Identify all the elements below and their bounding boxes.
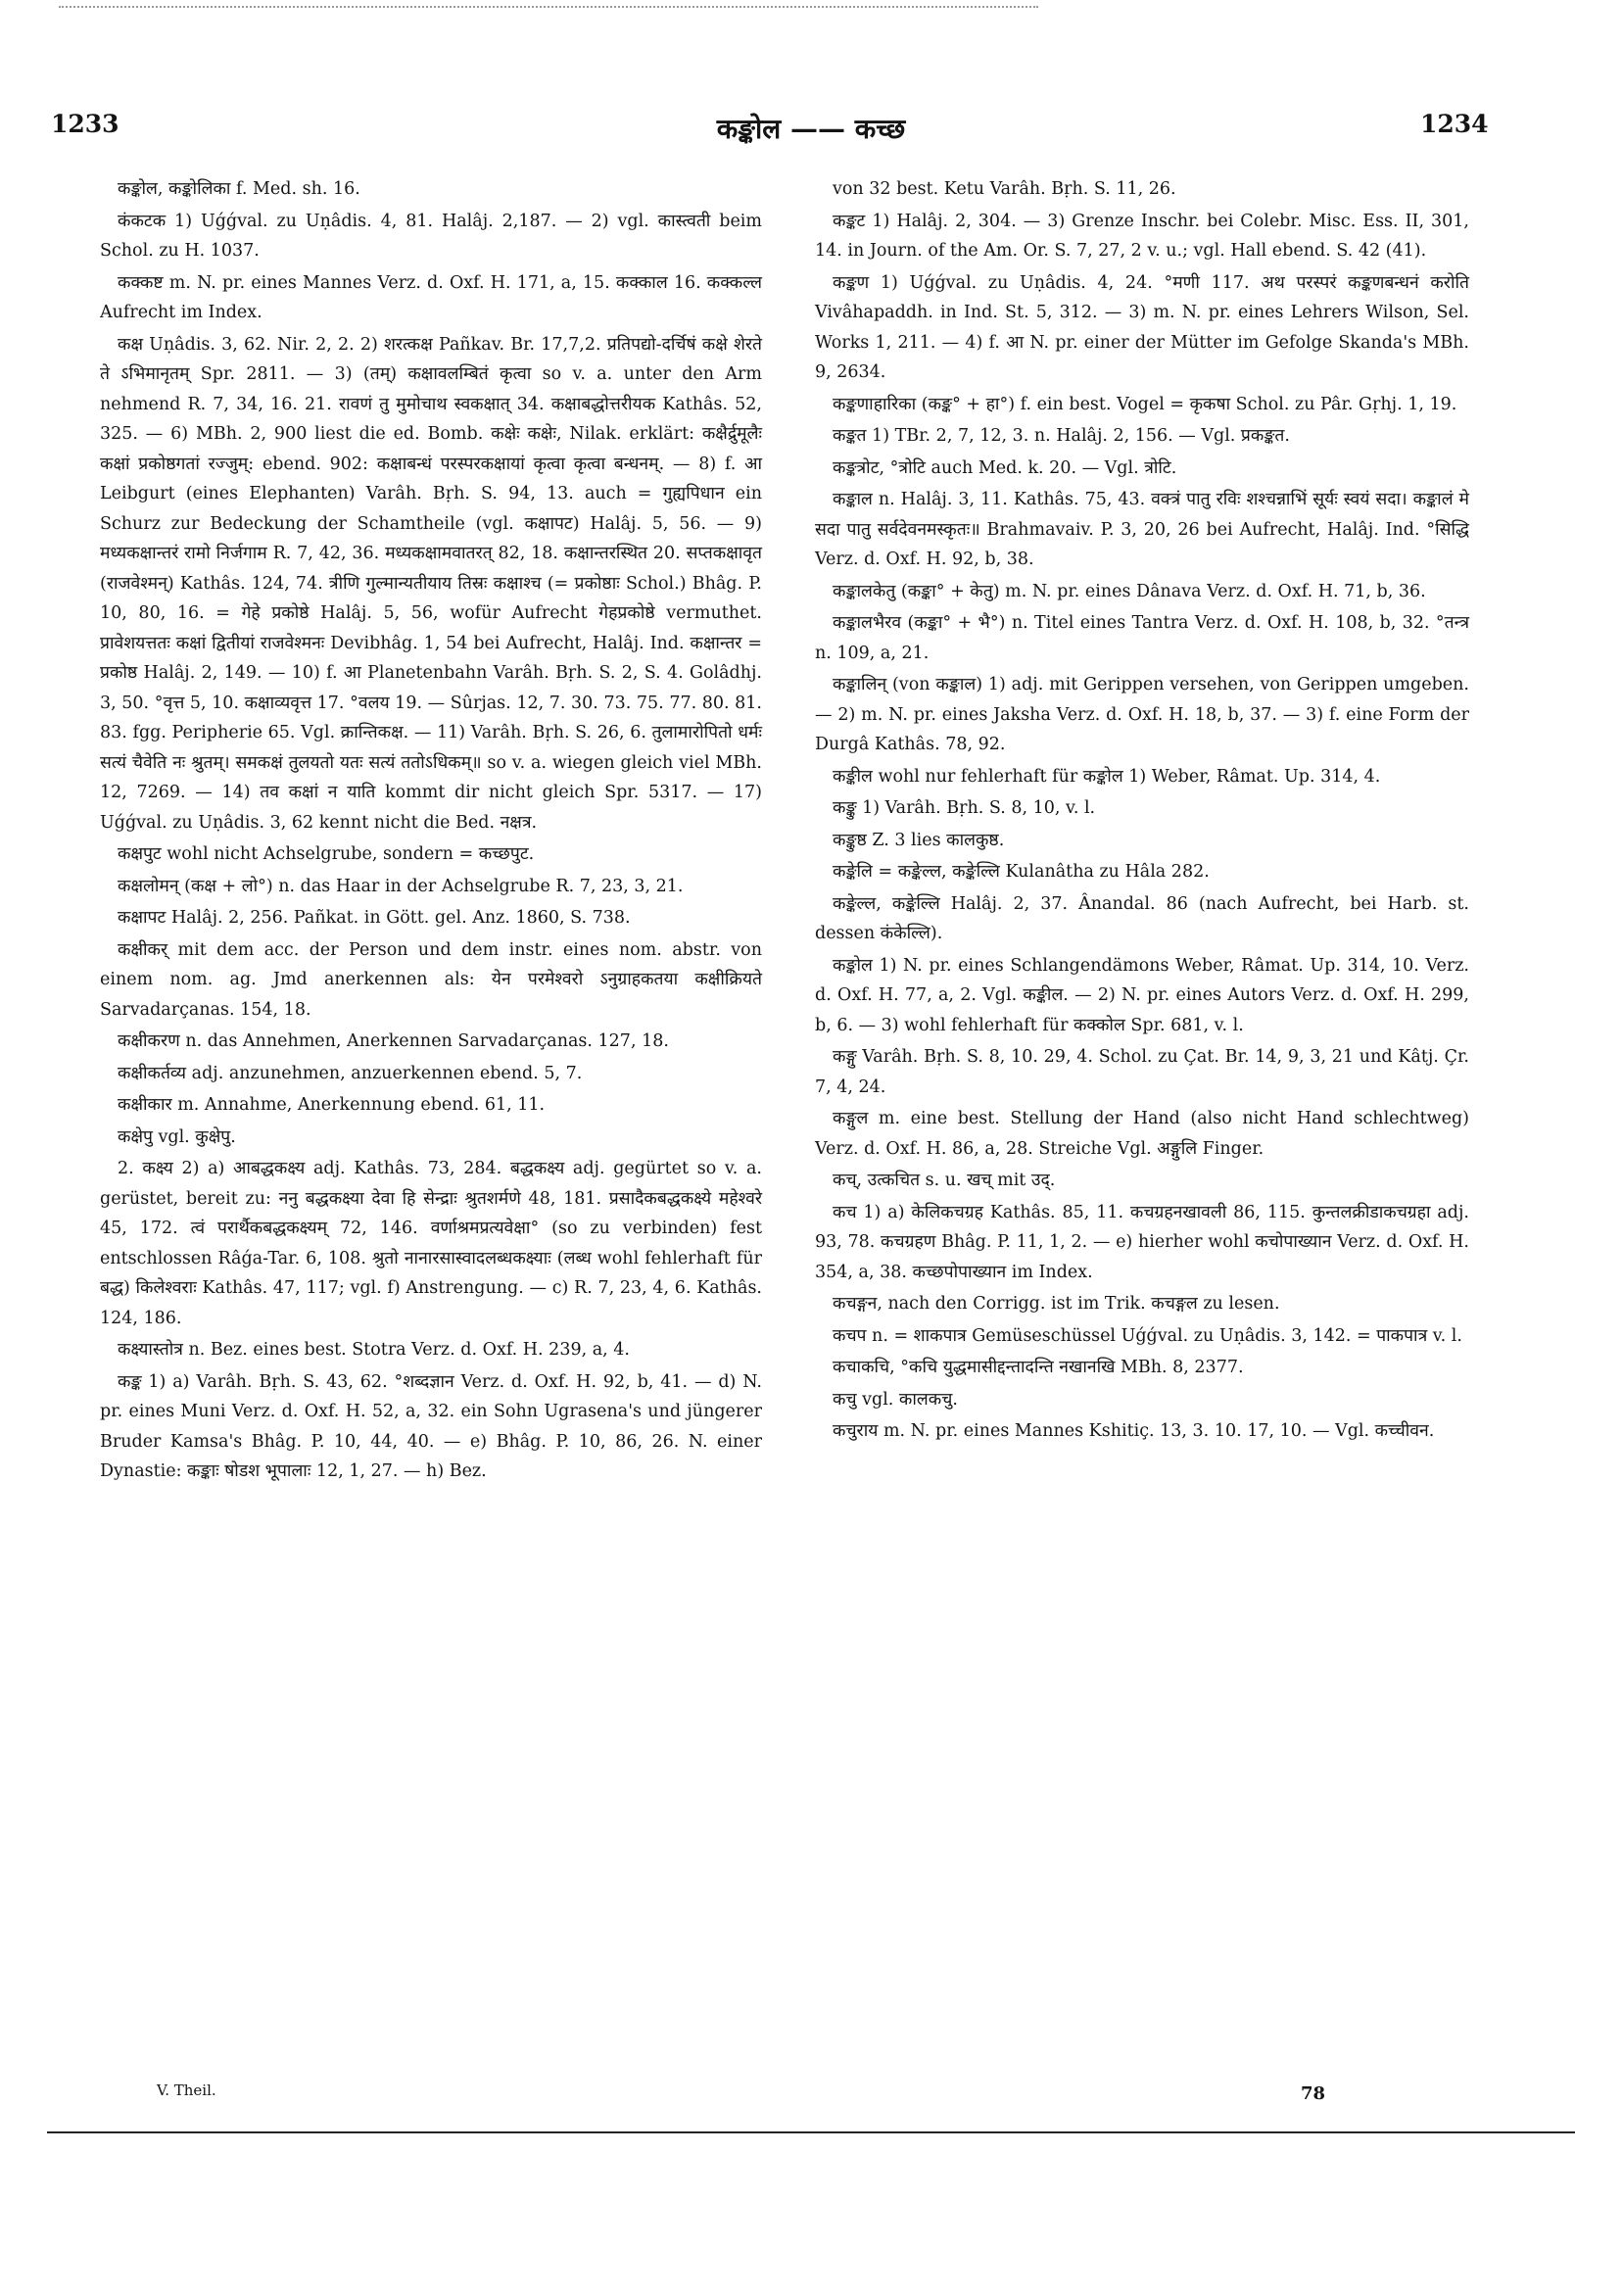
volume-signature: V. Theil.: [157, 2081, 216, 2099]
dictionary-entry: कङ्कट 1) Halâj. 2, 304. — 3) Grenze Inschr. bei Colebr. Misc. Ess. II, 301, 14. in Journ. of the Am. Or. S. 7, 27, 2 v. u.; vgl. Hall ebend. S. 42 (41).: [815, 211, 1469, 261]
dictionary-entry: कक्षापट Halâj. 2, 256. Pañkat. in Gött. gel. Anz. 1860, S. 738.: [118, 908, 631, 928]
dictionary-entry: कच 1) a) केलिकचग्रह Kathâs. 85, 11. कचग्रहनखावली 86, 115. कुन्तलक्रीडाकचग्रहा adj. 93, 78. कचग्रहण Bhâg. P. 11, 1, 2. — e) hierher wohl कचोपाख्यान Verz. d. Oxf. H. 354, a, 38. कच्छपोपाख्यान im Index.: [815, 1202, 1469, 1282]
running-title: कङ्कोल —— कच्छ: [716, 113, 906, 145]
page-number-left: 1233: [51, 110, 119, 138]
dictionary-entry: कच्, उत्कचित s. u. खच् mit उद्.: [833, 1171, 1056, 1190]
bottom-rule: [47, 2131, 1575, 2133]
dictionary-entry: कङ्कोल 1) N. pr. eines Schlangendämons Weber, Râmat. Up. 314, 10. Verz. d. Oxf. H. 77, a, 2. Vgl. कङ्कील. — 2) N. pr. eines Autors Verz. d. Oxf. H. 299, b, 6. — 3) wohl fehlerhaft für कक्कोल Spr. 681, v. l.: [815, 955, 1469, 1035]
dictionary-entry: von 32 best. Ketu Varâh. Bṛh. S. 11, 26.: [833, 179, 1176, 199]
scan-edge-artifact: [59, 6, 1038, 10]
dictionary-entry: कङ्कालकेतु (कङ्का° + केतु) m. N. pr. eines Dânava Verz. d. Oxf. H. 71, b, 36.: [833, 581, 1426, 601]
dictionary-entry: कङ्कत्रोट, °त्रोटि auch Med. k. 20. — Vgl. त्रोटि.: [833, 457, 1177, 478]
dictionary-entry: कङ्कोल, कङ्कोलिका f. Med. sh. 16.: [118, 179, 360, 199]
dictionary-entry: कंकटक 1) Uǵǵval. zu Uṇâdis. 4, 81. Halâj. 2,187. — 2) vgl. कास्त्वती beim Schol. zu H. 1037.: [100, 211, 762, 261]
dictionary-entry: कक्षपुट wohl nicht Achselgrube, sondern = कच्छपुट.: [118, 844, 535, 864]
dictionary-entry: कङ्काल n. Halâj. 3, 11. Kathâs. 75, 43. वक्त्रं पातु रविः शश्चन्नाभिं सूर्यः स्वयं सदा। कङ्कालं मे सदा पातु सर्वदेवनमस्कृतः॥ Brahmavaiv. P. 3, 20, 26 bei Aufrecht, Halâj. Ind. °सिद्धि Verz. d. Oxf. H. 92, b, 38.: [815, 490, 1469, 569]
dictionary-entry: कचु vgl. कालकचु.: [833, 1389, 958, 1410]
dictionary-entry: कङ्गु Varâh. Bṛh. S. 8, 10. 29, 4. Schol. zu Çat. Br. 14, 9, 3, 21 und Kâtj. Çr. 7, 4, 24.: [815, 1047, 1469, 1097]
dictionary-entry: कङ्कालिन् (von कङ्काल) 1) adj. mit Gerippen versehen, von Gerippen umgeben. — 2) m. N. pr. eines Jaksha Verz. d. Oxf. H. 18, b, 37. — 3) f. eine Form der Durgâ Kathâs. 78, 92.: [815, 675, 1469, 754]
page-number-right: 1234: [1420, 110, 1489, 138]
dictionary-entry: कक्ष्यास्तोत्र n. Bez. eines best. Stotra Verz. d. Oxf. H. 239, a, 4.: [118, 1340, 630, 1360]
dictionary-entry: कक्षीकरण n. das Annehmen, Anerkennen Sarvadarçanas. 127, 18.: [118, 1031, 669, 1051]
dictionary-entry: कक्षीकर् mit dem acc. der Person und dem instr. eines nom. abstr. von einem nom. ag. Jmd anerkennen als: येन परमेश्वरो ऽनुग्राहकतया कक्षीक्रियते Sarvadarçanas. 154, 18.: [100, 939, 762, 1020]
dictionary-entry: कक्षीकर्तव्य adj. anzunehmen, anzuerkennen ebend. 5, 7.: [118, 1063, 583, 1083]
dictionary-entry: कचाकचि, °कचि युद्धमासीद्दन्तादन्ति नखानखि MBh. 8, 2377.: [833, 1358, 1244, 1377]
dictionary-entry: कङ्केल्ल, कङ्केल्लि Halâj. 2, 37. Ânandal. 86 (nach Aufrecht, bei Harb. st. dessen कंकेल्लि).: [815, 893, 1469, 943]
dictionary-entry: कङ्कणाहारिका (कङ्क° + हा°) f. ein best. Vogel = कृकषा Schol. zu Pâr. Gṛhj. 1, 19.: [833, 394, 1457, 414]
dictionary-entry: 2. कक्ष्य 2) a) आबद्धकक्ष्य adj. Kathâs. 73, 284. बद्धकक्ष्य adj. gegürtet so v. a. gerüstet, bereit zu: ननु बद्धकक्ष्या देवा हि सेन्द्राः श्रुतशर्मणे 48, 181. प्रसादैकबद्धकक्ष्ये महेश्वरे 45, 172. त्वं परार्थैकबद्धकक्ष्यम् 72, 146. वर्णाश्रमप्रत्यवेक्षा° (so zu verbinden) fest entschlossen Râǵa-Tar. 6, 108. श्रुतो नानारसास्वादलब्धकक्ष्याः (लब्ध wohl fehlerhaft für बद्ध) किलेश्वराः Kathâs. 47, 117; vgl. f) Anstrengung. — c) R. 7, 23, 4, 6. Kathâs. 124, 186.: [100, 1159, 762, 1328]
dictionary-entry: कक्षीकार m. Annahme, Anerkennung ebend. 61, 11.: [118, 1095, 546, 1115]
dictionary-entry: कङ्कु 1) Varâh. Bṛh. S. 8, 10, v. l.: [833, 798, 1096, 818]
sheet-number: 78: [1301, 2083, 1326, 2104]
page-header: [0, 110, 1622, 155]
dictionary-entry: कचङ्गन, nach den Corrigg. ist im Trik. कचङ्गल zu lesen.: [833, 1294, 1280, 1314]
dictionary-entry: कङ्कुष्ठ Z. 3 lies कालकुष्ठ.: [833, 830, 1005, 850]
dictionary-entry: कङ्केलि = कङ्केल्ल, कङ्केल्लि Kulanâtha zu Hâla 282.: [833, 862, 1210, 882]
dictionary-entry: कक्षलोमन् (कक्ष + लो°) n. das Haar in der Achselgrube R. 7, 23, 3, 21.: [118, 876, 684, 896]
dictionary-entry: कङ्कील wohl nur fehlerhaft für कङ्कोल 1) Weber, Râmat. Up. 314, 4.: [833, 766, 1381, 787]
dictionary-entry: कङ्क 1) a) Varâh. Bṛh. S. 43, 62. °शब्दज्ञान Verz. d. Oxf. H. 92, b, 41. — d) N. pr. eines Muni Verz. d. Oxf. H. 52, a, 32. ein Sohn Ugrasena's und jüngerer Bruder Kamsa's Bhâg. P. 10, 44, 40. — e) Bhâg. P. 10, 86, 26. N. einer Dynastie: कङ्काः षोडश भूपालाः 12, 1, 27. — h) Bez.: [100, 1371, 762, 1481]
left-column: [100, 174, 762, 2084]
dictionary-entry: कक्ष Uṇâdis. 3, 62. Nir. 2, 2. 2) शरत्कक्ष Pañkav. Br. 17,7,2. प्रतिपद्यो-दर्चिषं कक्षे शेरते ते ऽभिमानृतम् Spr. 2811. — 3) (तम्) कक्षावलम्बितं कृत्वा so v. a. unter den Arm nehmend R. 7, 34, 16. 21. रावणं तु मुमोचाथ स्वकक्षात् 34. कक्षाबद्धोत्तरीयक Kathâs. 52, 325. — 6) MBh. 2, 900 liest die ed. Bomb. कक्षेः कक्षेः, Nilak. erklärt: कक्षैर्द्रुमूलैः कक्षां प्रकोष्ठगतां रज्जुम्: ebend. 902: कक्षाबन्धं परस्परकक्षायां कृत्वा कृत्वा बन्धनम्. — 8) f. आ Leibgurt (eines Elephanten) Varâh. Bṛh. S. 94, 13. auch = गुह्यपिधान ein Schurz zur Bedeckung der Schamtheile (vgl. कक्षापट) Halâj. 5, 56. — 9) मध्यकक्षान्तरं रामो निर्जगाम R. 7, 42, 36. मध्यकक्षामवातरत् 82, 18. कक्षान्तरस्थित 20. सप्तकक्षावृत (राजवेश्मन्) Kathâs. 124, 74. त्रीणि गुल्मान्यतीयाय तिस्रः कक्षाश्च (= प्रकोष्ठाः Schol.) Bhâg. P. 10, 80, 16. = गेहे प्रकोष्ठे Halâj. 5, 56, wofür Aufrecht गेहप्रकोष्ठे vermuthet. प्रावेशयत्ततः कक्षां द्वितीयां राजवेश्मनः Devibhâg. 1, 54 bei Aufrecht, Halâj. Ind. कक्षान्तर = प्रकोष्ठ Halâj. 2, 149. — 10) f. आ Planetenbahn Varâh. Bṛh. S. 2, S. 4. Golâdhj. 3, 50. °वृत्त 5, 10. कक्षाव्यवृत्त 17. °वलय 19. — Sûrjas. 12, 7. 30. 73. 75. 77. 80. 81. 83. fgg. Peripherie 65. Vgl. क्रान्तिकक्ष. — 11) Varâh. Bṛh. S. 26, 6. तुलामारोपितो धर्मः सत्यं चैवेति नः श्रुतम्। समकक्षं तुलयतो यतः सत्यं ततोऽधिकम्॥ so v. a. wiegen gleich viel MBh. 12, 7269. — 14) तव कक्षां न याति kommt dir nicht gleich Spr. 5317. — 17) Uǵǵval. zu Uṇâdis. 3, 62 kennt nicht die Bed. नक्षत्र.: [100, 334, 762, 833]
dictionary-entry: कक्षेपु vgl. कुक्षेपु.: [118, 1126, 236, 1147]
dictionary-entry: कङ्कण 1) Uǵǵval. zu Uṇâdis. 4, 24. °मणी 117. अथ परस्परं कङ्कणबन्धनं करोति Vivâhapaddh. in Ind. St. 5, 312. — 3) m. N. pr. eines Lehrers Wilson, Sel. Works 1, 211. — 4) f. आ N. pr. einer der Mütter im Gefolge Skanda's MBh. 9, 2634.: [815, 272, 1469, 382]
dictionary-entry: कचुराय m. N. pr. eines Mannes Kshitiç. 13, 3. 10. 17, 10. — Vgl. कच्चीवन.: [833, 1421, 1435, 1441]
dictionary-entry: कङ्कत 1) TBr. 2, 7, 12, 3. n. Halâj. 2, 156. — Vgl. प्रकङ्कत.: [833, 426, 1290, 446]
dictionary-entry: कचप n. = शाकपात्र Gemüseschüssel Uǵǵval. zu Uṇâdis. 3, 142. = पाकपात्र v. l.: [833, 1325, 1462, 1346]
right-column: [815, 174, 1469, 2084]
dictionary-entry: कक्कष्ट m. N. pr. eines Mannes Verz. d. Oxf. H. 171, a, 15. कक्काल 16. कक्कल्ल Aufrecht im Index.: [100, 272, 762, 322]
dictionary-entry: कङ्गुल m. eine best. Stellung der Hand (also nicht Hand schlechtweg) Verz. d. Oxf. H. 86, a, 28. Streiche Vgl. अङ्गुलि Finger.: [815, 1109, 1469, 1159]
dictionary-entry: कङ्कालभैरव (कङ्का° + भै°) n. Titel eines Tantra Verz. d. Oxf. H. 108, b, 32. °तन्त्र n. 109, a, 21.: [815, 613, 1469, 663]
